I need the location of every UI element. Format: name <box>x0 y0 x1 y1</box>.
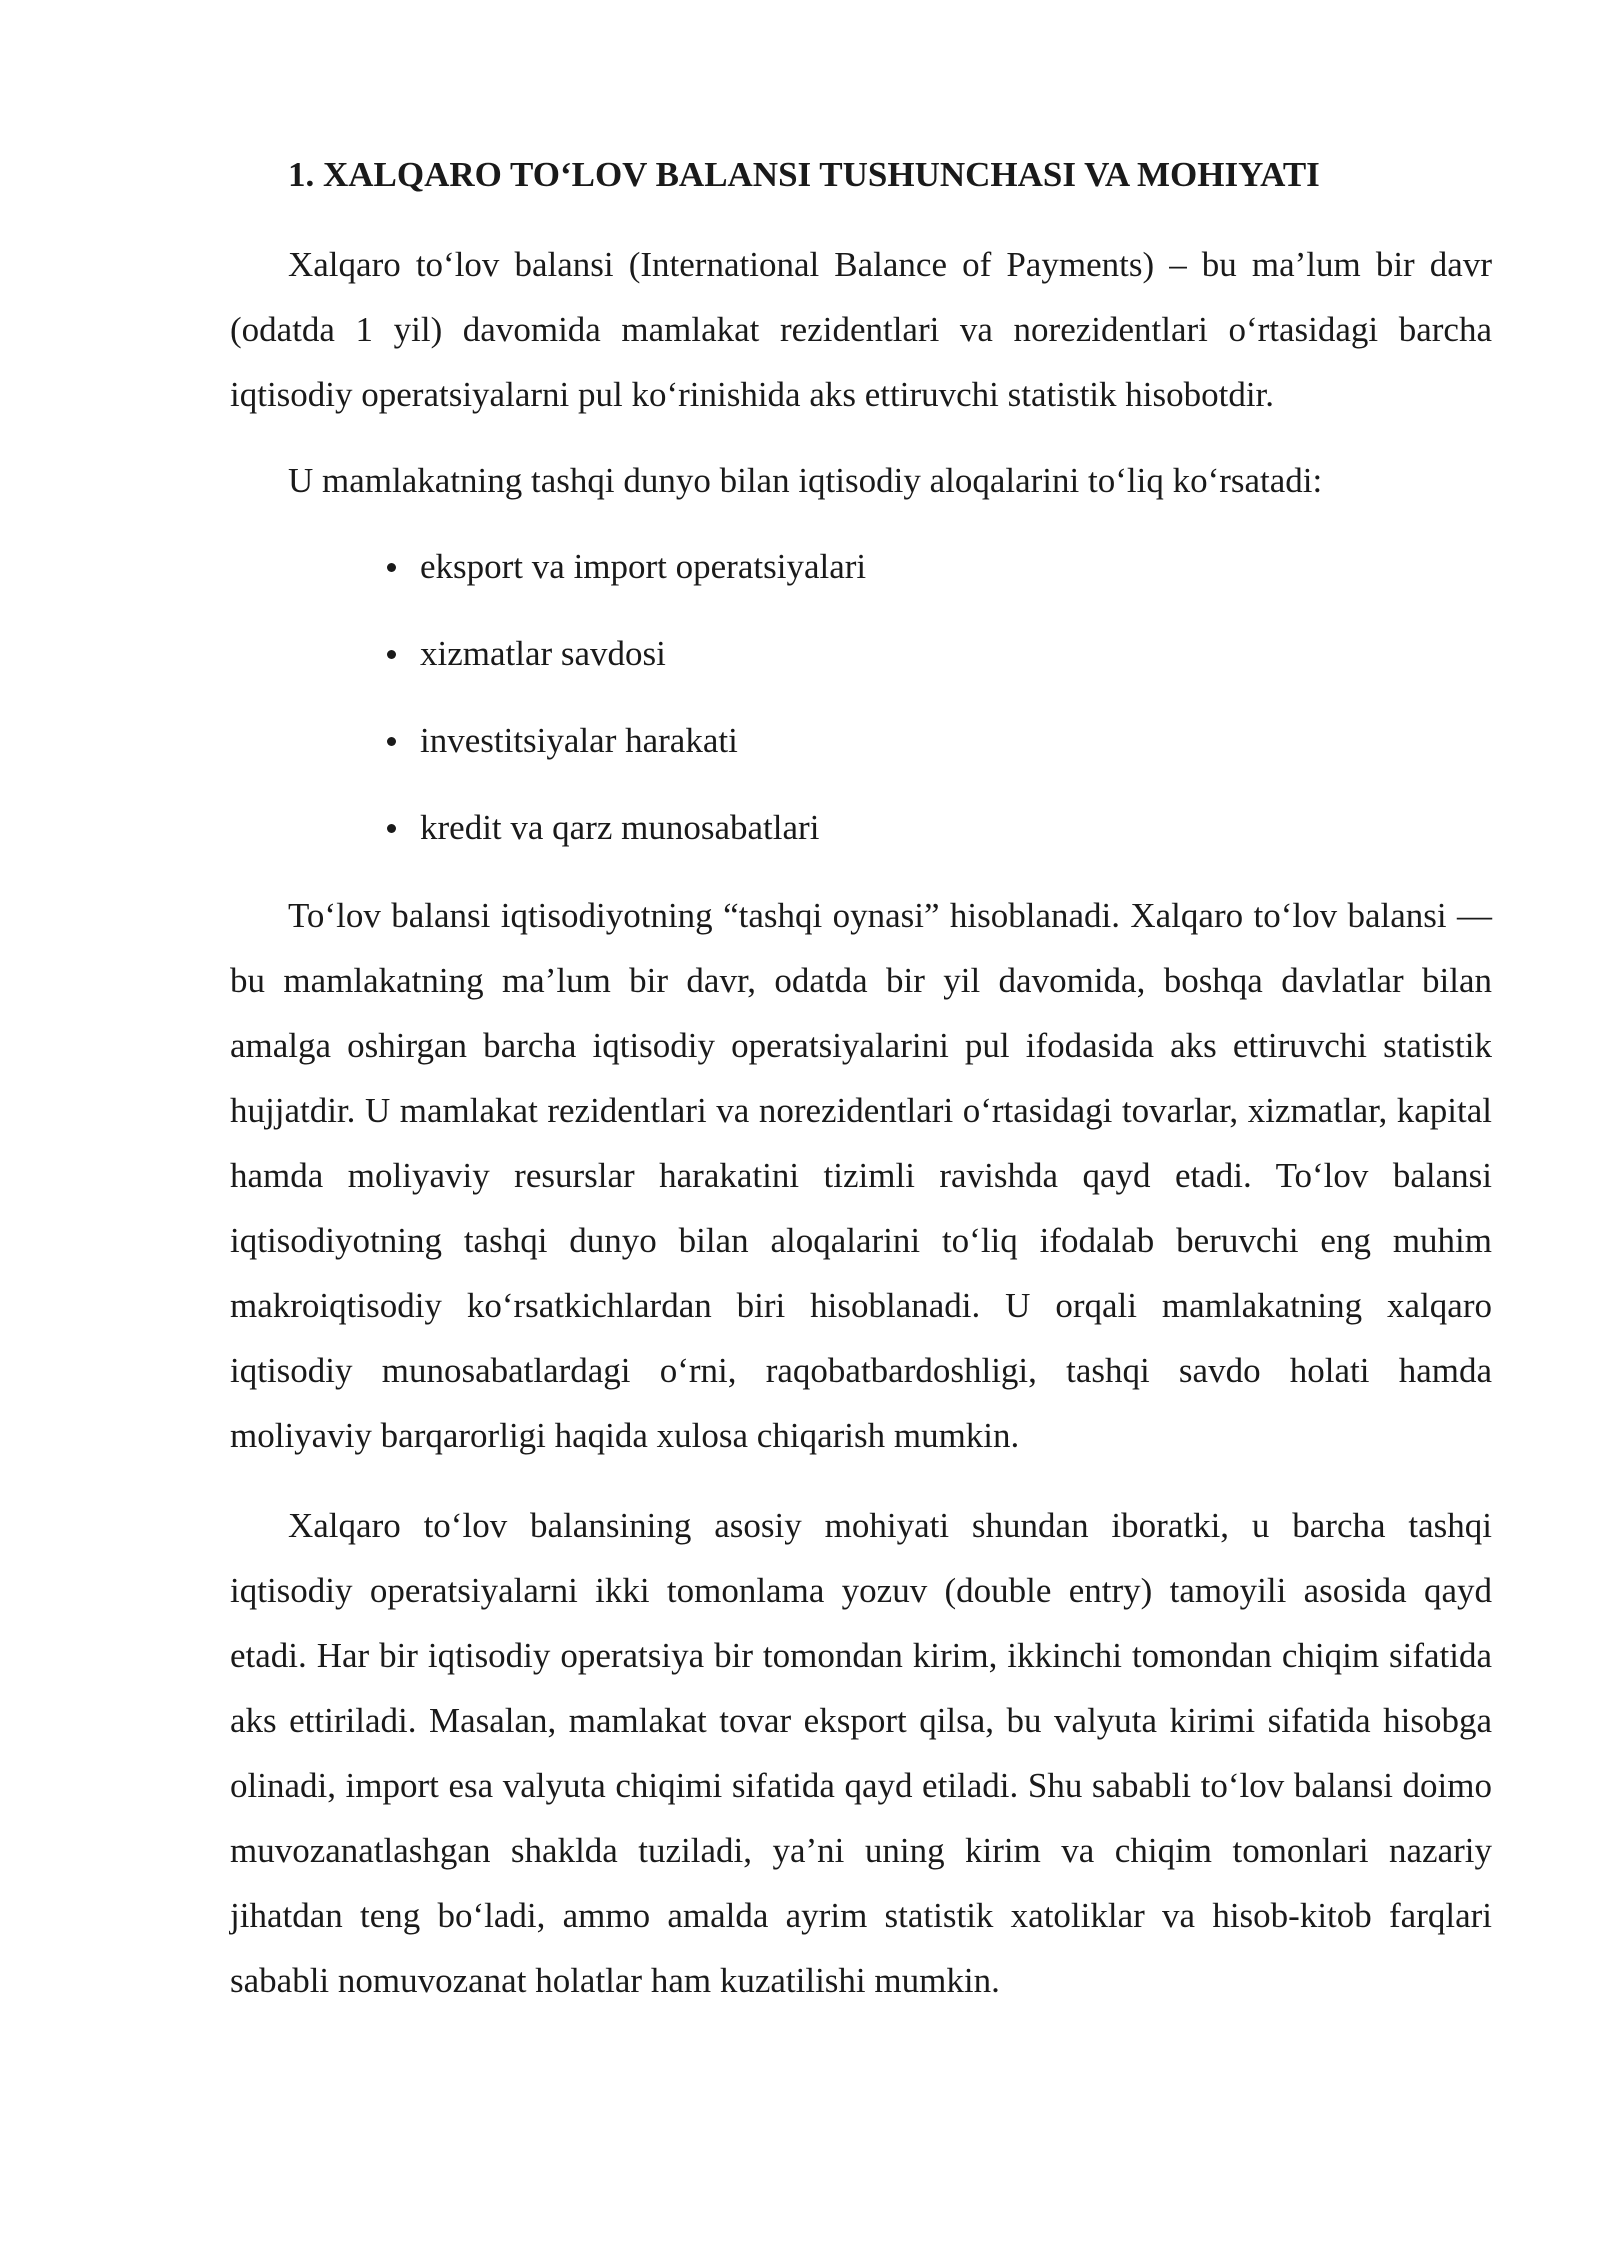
bullet-icon <box>387 737 396 746</box>
paragraph-essence: Xalqaro to‘lov balansining asosiy mohiyati shundan iboratki, u barcha tashqi iqtisodiy operatsiyalarni ikki tomonlama yozuv (double entry) tamoyili asosida qayd etadi. Har bir iqtisodiy operatsiya bir tomondan kirim, ikkinchi tomondan chiqim sifatida aks ettiriladi. Masalan, mamlakat tovar eksport qilsa, bu valyuta kirimi sifatida hisobga olinadi, import esa valyuta chiqimi sifatida qayd etiladi. Shu sababli to‘lov balansi doimo muvozanatlashgan shaklda tuziladi, ya’ni uning kirim va chiqim tomonlari nazariy jihatdan teng bo‘ladi, ammo amalda ayrim statistik xatoliklar va hisob-kitob farqlari sababli nomuvozanat holatlar ham kuzatilishi mumkin. <box>230 1506 1492 2000</box>
paragraph-definition: Xalqaro to‘lov balansi (International Balance of Payments) – bu ma’lum bir davr (odatda 1 yil) davomida mamlakat rezidentlari va norezidentlari o‘rtasidagi barcha iqtisodiy operatsiyalarni pul ko‘rinishida aks ettiruvchi statistik hisobotdir. <box>230 245 1492 414</box>
section-heading: 1. XALQARO TO‘LOV BALANSI TUSHUNCHASI VA MOHIYATI <box>288 155 1320 194</box>
list-item <box>230 708 1492 795</box>
paragraph-intro-list: U mamlakatning tashqi dunyo bilan iqtisodiy aloqalarini to‘liq ko‘rsatadi: <box>288 461 1323 500</box>
list-item <box>230 621 1492 708</box>
bullet-icon <box>387 650 396 659</box>
list-item <box>230 534 1492 621</box>
paragraph-external-window: To‘lov balansi iqtisodiyotning “tashqi oynasi” hisoblanadi. Xalqaro to‘lov balansi — bu mamlakatning ma’lum bir davr, odatda bir yil davomida, boshqa davlatlar bilan amalga oshirgan barcha iqtisodiy operatsiyalarini pul ifodasida aks ettiruvchi statistik hujjatdir. U mamlakat rezidentlari va norezidentlari o‘rtasidagi tovarlar, xizmatlar, kapital hamda moliyaviy resurslar harakatini tizimli ravishda qayd etadi. To‘lov balansi iqtisodiyotning tashqi dunyo bilan aloqalarini to‘liq ifodalab beruvchi eng muhim makroiqtisodiy ko‘rsatkichlardan biri hisoblanadi. U orqali mamlakatning xalqaro iqtisodiy munosabatlardagi o‘rni, raqobatbardoshligi, tashqi savdo holati hamda moliyaviy barqarorligi haqida xulosa chiqarish mumkin. <box>230 896 1492 1455</box>
bullet-icon <box>387 824 396 833</box>
list-item-text: eksport va import operatsiyalari <box>420 547 867 586</box>
list-item-text: xizmatlar savdosi <box>420 634 666 673</box>
bullet-list <box>230 534 1492 882</box>
list-item <box>230 795 1492 882</box>
bullet-icon <box>387 563 396 572</box>
list-item-text: investitsiyalar harakati <box>420 721 738 760</box>
list-item-text: kredit va qarz munosabatlari <box>420 808 820 847</box>
